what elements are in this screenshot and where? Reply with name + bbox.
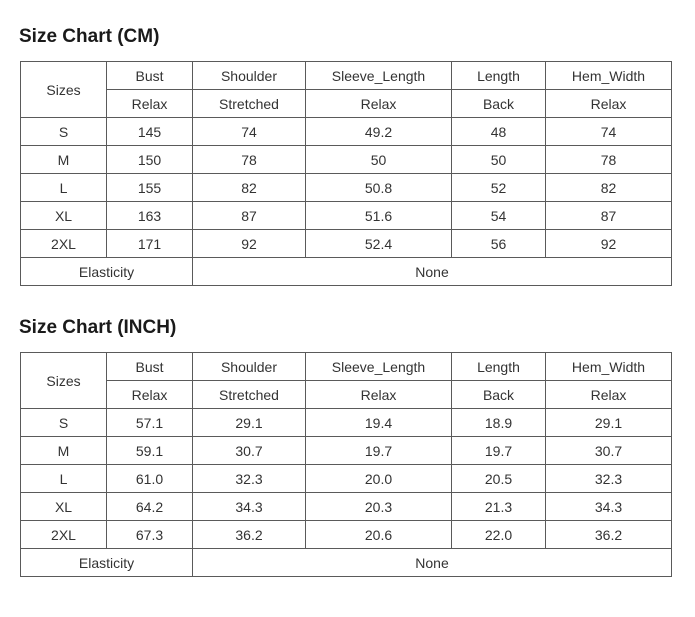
column-header: Bust (107, 353, 193, 381)
measurement-cell: 29.1 (546, 409, 672, 437)
measurement-cell: 163 (107, 202, 193, 230)
measurement-cell: 50 (452, 146, 546, 174)
measurement-cell: 49.2 (306, 118, 452, 146)
measurement-cell: 20.5 (452, 465, 546, 493)
size-label-cell: XL (21, 493, 107, 521)
measurement-cell: 87 (546, 202, 672, 230)
column-header: Hem_Width (546, 62, 672, 90)
elasticity-label: Elasticity (21, 549, 193, 577)
size-label-cell: M (21, 437, 107, 465)
measurement-cell: 20.6 (306, 521, 452, 549)
column-subheader: Stretched (193, 381, 306, 409)
column-header: Hem_Width (546, 353, 672, 381)
size-chart-inch-title: Size Chart (INCH) (19, 317, 177, 338)
measurement-cell: 52 (452, 174, 546, 202)
column-header: Length (452, 353, 546, 381)
size-label-cell: S (21, 118, 107, 146)
table-row (21, 521, 672, 549)
column-header: Bust (107, 62, 193, 90)
column-subheader: Relax (306, 381, 452, 409)
measurement-cell: 30.7 (193, 437, 306, 465)
table-row (21, 146, 672, 174)
subheader-row (21, 381, 672, 409)
measurement-cell: 67.3 (107, 521, 193, 549)
measurement-cell: 87 (193, 202, 306, 230)
measurement-cell: 56 (452, 230, 546, 258)
measurement-cell: 18.9 (452, 409, 546, 437)
elasticity-value: None (193, 549, 672, 577)
measurement-cell: 64.2 (107, 493, 193, 521)
measurement-cell: 74 (193, 118, 306, 146)
table-row (21, 493, 672, 521)
measurement-cell: 145 (107, 118, 193, 146)
measurement-cell: 78 (546, 146, 672, 174)
size-label-cell: M (21, 146, 107, 174)
elasticity-row (21, 258, 672, 286)
measurement-cell: 29.1 (193, 409, 306, 437)
column-subheader: Relax (107, 90, 193, 118)
size-label-cell: L (21, 174, 107, 202)
elasticity-label: Elasticity (21, 258, 193, 286)
measurement-cell: 32.3 (546, 465, 672, 493)
elasticity-value: None (193, 258, 672, 286)
measurement-cell: 59.1 (107, 437, 193, 465)
size-label-cell: S (21, 409, 107, 437)
measurement-cell: 150 (107, 146, 193, 174)
measurement-cell: 20.0 (306, 465, 452, 493)
measurement-cell: 82 (546, 174, 672, 202)
column-header: Length (452, 62, 546, 90)
size-chart-cm-table (20, 61, 672, 286)
measurement-cell: 50.8 (306, 174, 452, 202)
measurement-cell: 34.3 (193, 493, 306, 521)
elasticity-row (21, 549, 672, 577)
size-chart-cm-title: Size Chart (CM) (19, 26, 160, 47)
measurement-cell: 92 (193, 230, 306, 258)
measurement-cell: 19.7 (452, 437, 546, 465)
measurement-cell: 22.0 (452, 521, 546, 549)
measurement-cell: 19.7 (306, 437, 452, 465)
column-subheader: Relax (107, 381, 193, 409)
measurement-cell: 155 (107, 174, 193, 202)
header-row (21, 62, 672, 90)
table-row (21, 118, 672, 146)
measurement-cell: 82 (193, 174, 306, 202)
column-subheader: Back (452, 90, 546, 118)
header-row (21, 353, 672, 381)
measurement-cell: 92 (546, 230, 672, 258)
measurement-cell: 19.4 (306, 409, 452, 437)
size-label-cell: 2XL (21, 521, 107, 549)
measurement-cell: 57.1 (107, 409, 193, 437)
measurement-cell: 51.6 (306, 202, 452, 230)
subheader-row (21, 90, 672, 118)
measurement-cell: 52.4 (306, 230, 452, 258)
measurement-cell: 171 (107, 230, 193, 258)
column-subheader: Stretched (193, 90, 306, 118)
size-label-cell: 2XL (21, 230, 107, 258)
measurement-cell: 78 (193, 146, 306, 174)
table-row (21, 409, 672, 437)
measurement-cell: 30.7 (546, 437, 672, 465)
column-subheader: Back (452, 381, 546, 409)
table-row (21, 202, 672, 230)
measurement-cell: 20.3 (306, 493, 452, 521)
measurement-cell: 61.0 (107, 465, 193, 493)
measurement-cell: 54 (452, 202, 546, 230)
column-subheader: Relax (546, 90, 672, 118)
measurement-cell: 32.3 (193, 465, 306, 493)
size-label-cell: XL (21, 202, 107, 230)
table-row (21, 174, 672, 202)
sizes-header: Sizes (21, 62, 107, 118)
measurement-cell: 50 (306, 146, 452, 174)
column-header: Shoulder (193, 62, 306, 90)
measurement-cell: 36.2 (193, 521, 306, 549)
column-subheader: Relax (306, 90, 452, 118)
column-subheader: Relax (546, 381, 672, 409)
column-header: Sleeve_Length (306, 62, 452, 90)
measurement-cell: 48 (452, 118, 546, 146)
table-row (21, 230, 672, 258)
measurement-cell: 74 (546, 118, 672, 146)
sizes-header: Sizes (21, 353, 107, 409)
column-header: Sleeve_Length (306, 353, 452, 381)
table-row (21, 465, 672, 493)
size-chart-inch-table (20, 352, 672, 577)
size-label-cell: L (21, 465, 107, 493)
measurement-cell: 36.2 (546, 521, 672, 549)
table-row (21, 437, 672, 465)
measurement-cell: 21.3 (452, 493, 546, 521)
measurement-cell: 34.3 (546, 493, 672, 521)
column-header: Shoulder (193, 353, 306, 381)
